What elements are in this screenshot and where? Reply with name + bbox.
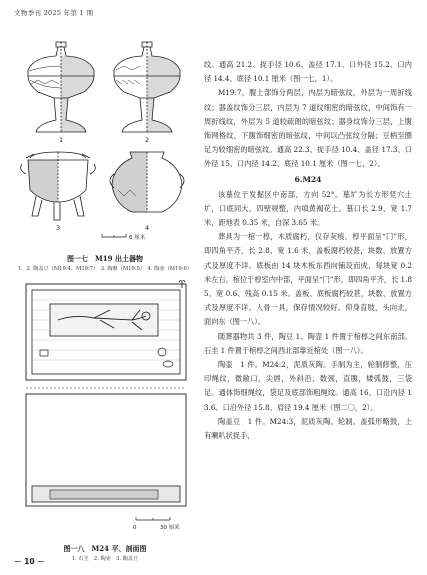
- figure-17-label-4: 4: [145, 224, 150, 232]
- text-column: [204, 58, 412, 443]
- figure-17-caption: 1、2. 陶盖豆（M19:4、M19:7） 3. 陶鼎（M19:5） 4. 陶壶（M19:6）: [18, 266, 192, 272]
- figure-17-label-2: 2: [145, 136, 150, 144]
- paragraph-6: 陶壶 1 件。M24:2，泥质灰陶。手制为主，轮制修整，压印绳纹，微敞口，尖唇，外斜沿，数颈，直腹，矮弧鼓，三袋足。通体饰细绳纹，袋足及底部饰粗绳纹。通高 16、口沿内径 13.6、口沿外径 15.8、肩径 19.4 厘米（图二〇，2）。: [204, 360, 412, 412]
- paragraph-1: 纹。通高 21.2、捉手径 10.6、盖径 17.1、口外径 15.2、口内径 14.4、底径 10.1 厘米（图一七，1）。: [204, 60, 412, 84]
- figure-17-title: 图一七 M19 出土器物: [67, 254, 143, 263]
- figure-18-title: 图一八 M24 平、剖面图: [63, 544, 147, 553]
- figure-17-scale-bar: [102, 234, 126, 237]
- page-number: － 10 －: [14, 557, 45, 566]
- paragraph-5: 随葬器物共 3 件，陶豆 1、陶壶 1 件置于棺椁之间东南部。石圭 1 件置于棺椁之间西北部靠近棺处（图一八）。: [204, 331, 412, 355]
- figure-17-label-1: 1: [59, 136, 64, 144]
- figure-18-scale-bar: [136, 517, 170, 520]
- paragraph-2: M19:7，腹上部饰分两层，内层为暗弦纹，外层为一周折线纹；器盖纹饰分三层，内层为 7 道纹细密的暗弦纹，中间饰有一周折线纹，外层为 5 道较疏朗的暗弦纹；器身纹饰分三层，上腹饰网格纹，下腹饰细密的暗弦纹，中间以凸弦纹分隔；豆柄至圈足为较细密的暗弦纹。通高 22.3、捉手径 10.4、盖径 17.3、口外径 15、口内径 14.2、底径 10.1 厘米（图一七，2）。: [204, 88, 412, 169]
- find-3: [163, 361, 173, 367]
- paragraph-4: 葬具为一棺一椁，木质腐朽，仅存灰痕。椁平面呈“冂”形，即四角平齐，长 2.8、宽 1.6 米，盖板腐朽较甚，块数、放置方式及厚度不详。底板由 14 块木板东西向铺设而成，每块宽 0.2 米左右。棺位于椁室内中部，平面呈“冂”形，即四角平齐，长 1.85、宽 0.6、残高 0.15 米。盖板、底板腐朽较甚，块数、放置方式及厚度不详。人骨一具，保存情况较好。仰身直肢，头向北，面向东（图一八）。: [204, 232, 412, 327]
- figure-18-drawing: [14, 280, 196, 538]
- figure-17-drawing: [14, 40, 196, 248]
- figure-17: [14, 40, 196, 272]
- figure-17-scale-label: 6 厘米: [129, 235, 146, 241]
- figure-18-scale-zero: 0: [133, 525, 137, 531]
- paragraph-7: 陶盖豆 1 件。M24:3，泥质灰陶。轮制。盖弧形略鼓，上有喇叭状捉手，: [204, 416, 412, 441]
- find-2: [158, 348, 166, 356]
- running-header: 文物季刊 2025 年第 1 期: [14, 9, 94, 17]
- section-heading: 6.M24: [294, 174, 322, 184]
- find-1: [40, 350, 48, 356]
- figure-18-caption: 1. 石圭 2. 陶壶 3. 陶盖豆: [71, 556, 139, 562]
- inner-coffin-plan: [50, 304, 158, 336]
- figure-18-scale-label: 30 厘米: [160, 525, 180, 531]
- figure-18: [14, 280, 196, 562]
- figures-column: [14, 40, 196, 562]
- figure-17-label-3: 3: [56, 224, 61, 232]
- paragraph-3: 该墓位于发掘区中南部，方向 52°。墓圹为长方形竖穴土圹，口底同大，四壁规整，内填黄褐花土。墓口长 2.9、宽 1.7 米，距地表 0.35 米，自深 3.65 米。: [204, 189, 412, 228]
